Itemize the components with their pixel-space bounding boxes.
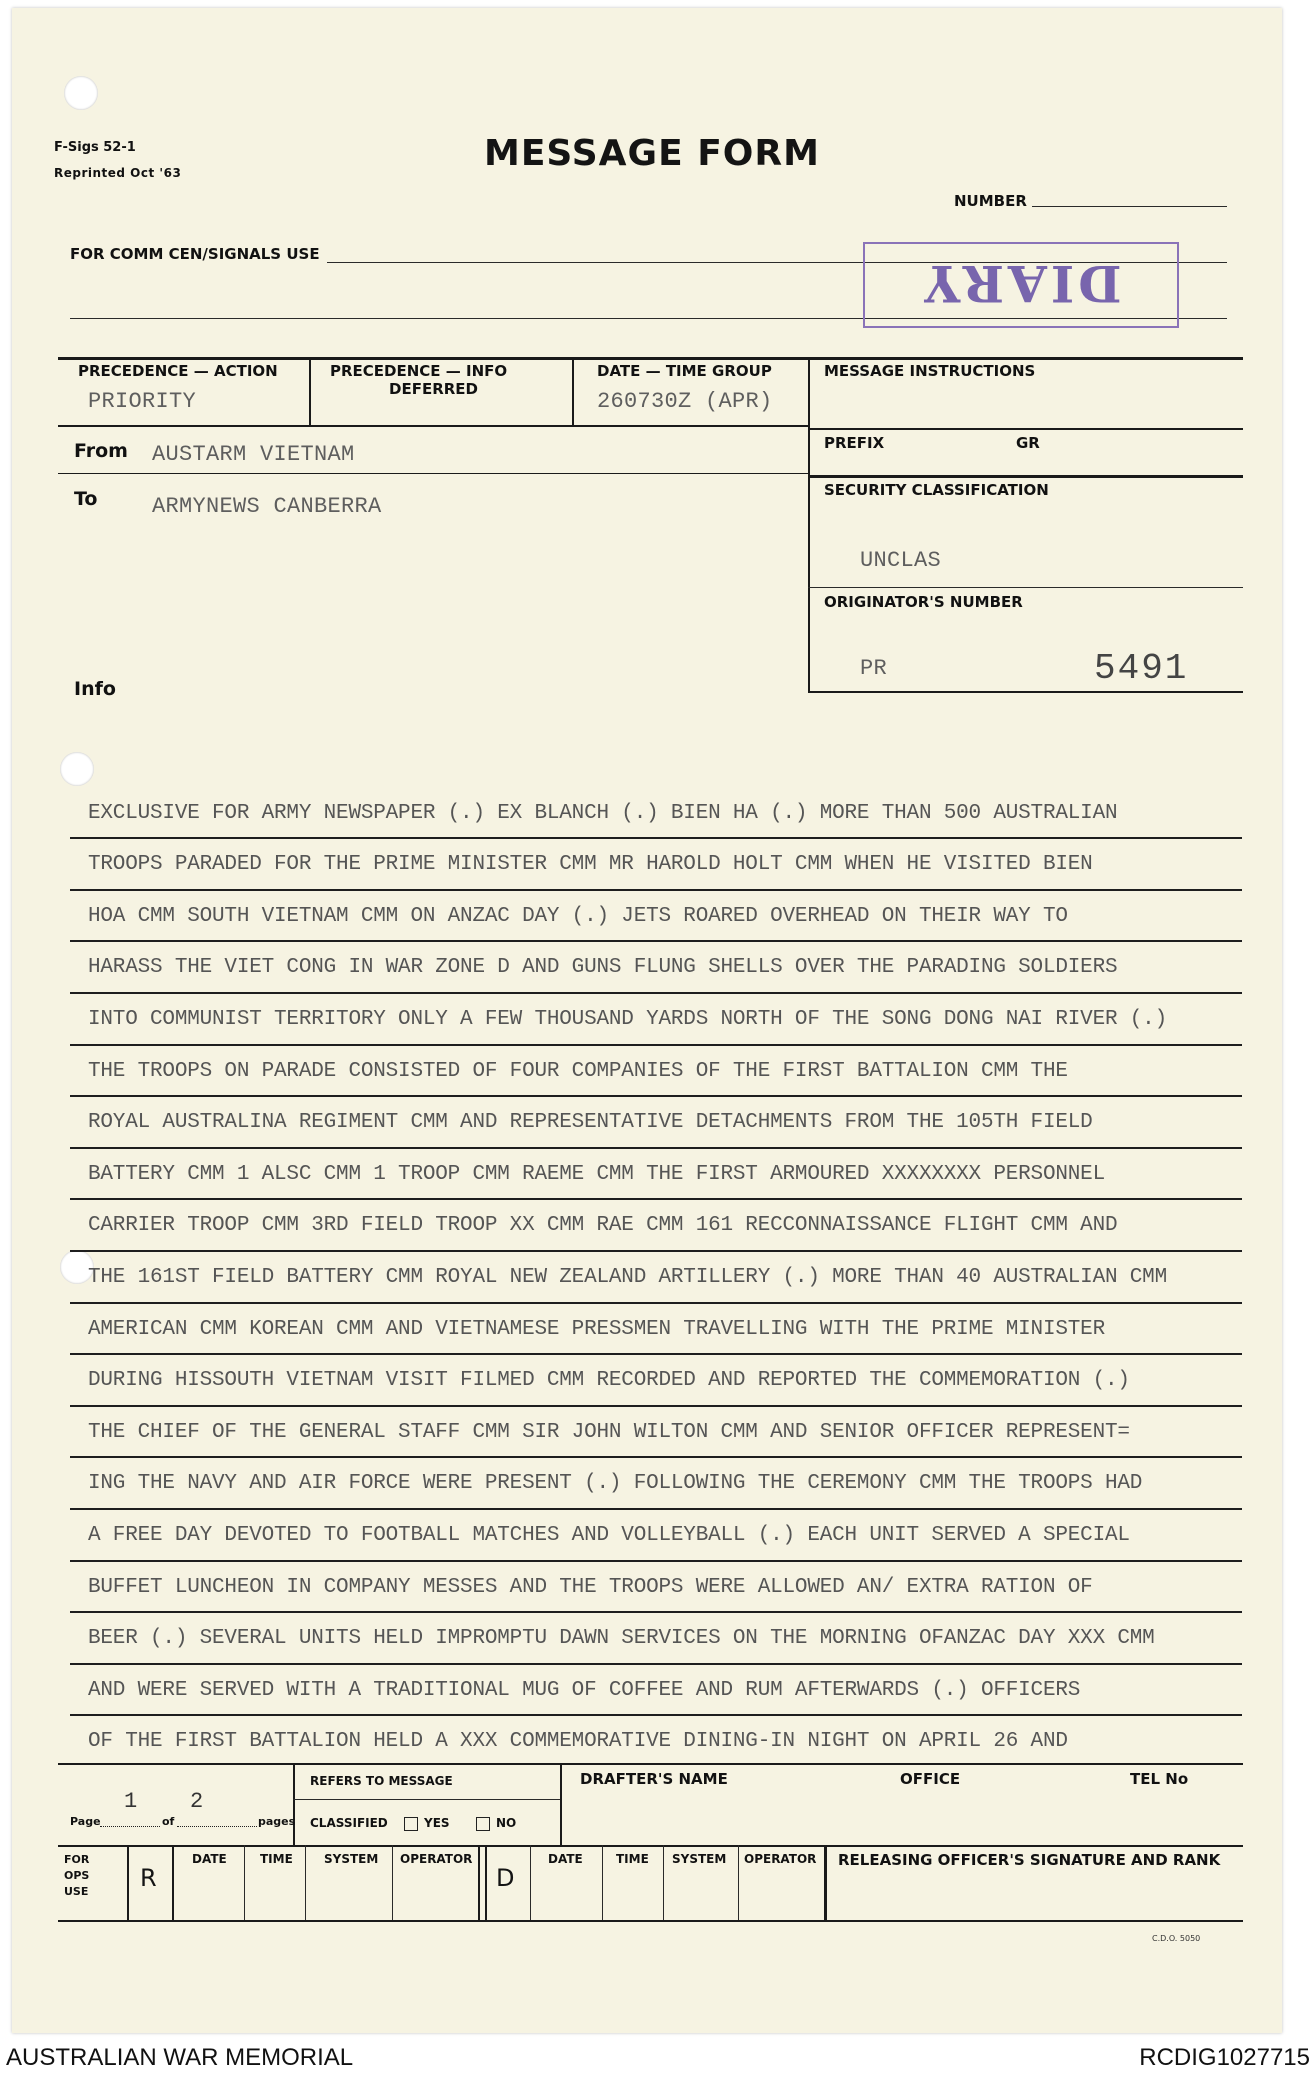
archive-caption-left: AUSTRALIAN WAR MEMORIAL (6, 2044, 354, 2071)
dtg-label: DATE — TIME GROUP (597, 362, 772, 380)
orig-number-label: ORIGINATOR'S NUMBER (824, 593, 1023, 611)
body-line: THE TROOPS ON PARADE CONSISTED OF FOUR COMPANIES OF THE FIRST BATTALION CMM THE (88, 1060, 1068, 1083)
ops-div-12 (824, 1845, 827, 1920)
body-line: ING THE NAVY AND AIR FORCE WERE PRESENT (.) FOLLOWING THE CEREMONY CMM THE TROOPS HAD (88, 1472, 1143, 1495)
page-dots-1 (100, 1826, 160, 1827)
body-line: AMERICAN CMM KOREAN CMM AND VIETNAMESE PRESSMEN TRAVELLING WITH THE PRIME MINISTER (88, 1318, 1105, 1341)
body-rule (70, 1044, 1242, 1046)
prec-row-bottom (58, 425, 808, 427)
ops-div-2 (172, 1845, 174, 1920)
cdo-code: C.D.O. 5050 (1152, 1934, 1201, 1943)
form-code: F-Sigs 52-1 (54, 140, 136, 155)
page-dots-2 (177, 1826, 257, 1827)
body-rule (70, 1714, 1242, 1716)
to-label: To (74, 488, 98, 510)
header-top-rule (58, 357, 1243, 360)
ops-div-11 (738, 1845, 739, 1920)
gr-label: GR (1016, 434, 1040, 452)
instructions-bottom (808, 428, 1243, 430)
body-rule (70, 1250, 1242, 1252)
no-label: NO (496, 1816, 517, 1830)
ops-div-3 (244, 1845, 245, 1920)
body-rule (70, 1560, 1242, 1562)
d-label: D (496, 1864, 515, 1892)
page-number: 1 (124, 1789, 138, 1814)
tel-label: TEL No (1130, 1770, 1189, 1788)
body-rule (70, 1611, 1242, 1613)
ops-system-label-r: SYSTEM (324, 1852, 379, 1866)
ops-operator-label-d: OPERATOR (744, 1852, 817, 1866)
prec-divider-2 (572, 357, 574, 425)
ops-top-rule (58, 1845, 1243, 1847)
ops-div-6 (478, 1845, 480, 1920)
pages-label: pages (258, 1815, 296, 1828)
body-line: OF THE FIRST BATTALION HELD A XXX COMMEMORATIVE DINING-IN NIGHT ON APRIL 26 AND (88, 1730, 1068, 1753)
refers-mid (293, 1799, 560, 1800)
comm-cen-label: FOR COMM CEN/SIGNALS USE (70, 245, 320, 263)
body-rule (70, 1663, 1242, 1665)
body-line: EXCLUSIVE FOR ARMY NEWSPAPER (.) EX BLANCH (.) BIEN HA (.) MORE THAN 500 AUSTRALIAN (88, 802, 1118, 825)
ops-div-8 (530, 1845, 531, 1920)
ops-date-label-r: DATE (192, 1852, 227, 1866)
dtg-value: 260730Z (APR) (597, 389, 773, 414)
ops-div-4 (305, 1845, 306, 1920)
body-rule (70, 1405, 1242, 1407)
body-rule (70, 992, 1242, 994)
ops-time-label-d: TIME (616, 1852, 649, 1866)
from-value: AUSTARM VIETNAM (152, 442, 355, 467)
body-rule (70, 837, 1242, 839)
msg-instructions-label: MESSAGE INSTRUCTIONS (824, 362, 1036, 380)
footer-div-refers (560, 1763, 562, 1845)
right-panel-bottom (808, 691, 1243, 693)
refers-label: REFERS TO MESSAGE (310, 1774, 453, 1788)
body-rule (70, 1353, 1242, 1355)
prec-divider-1 (309, 357, 311, 425)
r-label: R (140, 1864, 157, 1892)
page-title: MESSAGE FORM (484, 133, 820, 174)
ops-div-7 (485, 1845, 487, 1920)
body-rule (70, 1198, 1242, 1200)
body-line: TROOPS PARADED FOR THE PRIME MINISTER CMM MR HAROLD HOLT CMM WHEN HE VISITED BIEN (88, 853, 1093, 876)
ops-date-label-d: DATE (548, 1852, 583, 1866)
body-rule (70, 1508, 1242, 1510)
number-label: NUMBER (954, 192, 1027, 210)
body-line: BEER (.) SEVERAL UNITS HELD IMPROMPTU DAWN SERVICES ON THE MORNING OFANZAC DAY XXX CMM (88, 1627, 1155, 1650)
punch-hole-top (64, 76, 98, 110)
classified-yes-checkbox[interactable] (404, 1817, 418, 1831)
body-line: INTO COMMUNIST TERRITORY ONLY A FEW THOUSAND YARDS NORTH OF THE SONG DONG NAI RIVER (.) (88, 1008, 1167, 1031)
body-line: A FREE DAY DEVOTED TO FOOTBALL MATCHES AND VOLLEYBALL (.) EACH UNIT SERVED A SPECIAL (88, 1524, 1130, 1547)
reprinted-date: Reprinted Oct '63 (54, 166, 182, 180)
office-label: OFFICE (900, 1770, 961, 1788)
body-line: THE CHIEF OF THE GENERAL STAFF CMM SIR JOHN WILTON CMM AND SENIOR OFFICER REPRESENT= (88, 1421, 1130, 1444)
body-line: ROYAL AUSTRALINA REGIMENT CMM AND REPRESENTATIVE DETACHMENTS FROM THE 105TH FIELD (88, 1111, 1093, 1134)
info-label: Info (74, 678, 116, 700)
prec-action-label: PRECEDENCE — ACTION (78, 362, 278, 380)
body-line: HOA CMM SOUTH VIETNAM CMM ON ANZAC DAY (.) JETS ROARED OVERHEAD ON THEIR WAY TO (88, 905, 1068, 928)
body-rule (70, 1147, 1242, 1149)
diary-stamp-text: DIARY (920, 254, 1122, 313)
page-label: Page (70, 1815, 101, 1828)
security-value: UNCLAS (860, 548, 942, 573)
orig-number: 5491 (1094, 648, 1189, 689)
ops-div-1 (127, 1845, 129, 1920)
orig-prefix: PR (860, 656, 888, 681)
body-rule (70, 889, 1242, 891)
body-rule (70, 940, 1242, 942)
archive-caption-right: RCDIG1027715 (1139, 2044, 1310, 2071)
security-label: SECURITY CLASSIFICATION (824, 481, 1049, 499)
body-line: AND WERE SERVED WITH A TRADITIONAL MUG OF COFFEE AND RUM AFTERWARDS (.) OFFICERS (88, 1679, 1081, 1702)
prec-info-label: PRECEDENCE — INFO (330, 362, 508, 380)
diary-stamp (863, 242, 1179, 328)
classified-no-checkbox[interactable] (476, 1817, 490, 1831)
classified-label: CLASSIFIED (310, 1816, 388, 1830)
drafter-label: DRAFTER'S NAME (580, 1770, 728, 1788)
body-rule (70, 1456, 1242, 1458)
message-form-sheet (12, 8, 1282, 2033)
body-line: BUFFET LUNCHEON IN COMPANY MESSES AND THE TROOPS WERE ALLOWED AN/ EXTRA RATION OF (88, 1576, 1093, 1599)
body-line: THE 161ST FIELD BATTERY CMM ROYAL NEW ZEALAND ARTILLERY (.) MORE THAN 40 AUSTRALIAN CMM (88, 1266, 1167, 1289)
ops-system-label-d: SYSTEM (672, 1852, 727, 1866)
ops-time-label-r: TIME (260, 1852, 293, 1866)
to-value: ARMYNEWS CANBERRA (152, 494, 382, 519)
ops-bottom-rule (58, 1920, 1243, 1922)
number-line (1032, 206, 1227, 207)
right-panel-divider (808, 357, 810, 691)
for-ops-label: FOR OPS USE (64, 1853, 90, 1898)
from-label: From (74, 440, 128, 462)
yes-label: YES (424, 1816, 450, 1830)
page-total: 2 (190, 1789, 204, 1814)
ops-div-10 (663, 1845, 664, 1920)
footer-div-page (293, 1763, 295, 1845)
body-line: BATTERY CMM 1 ALSC CMM 1 TROOP CMM RAEME CMM THE FIRST ARMOURED XXXXXXXX PERSONNEL (88, 1163, 1105, 1186)
ops-operator-label-r: OPERATOR (400, 1852, 473, 1866)
punch-hole-middle (60, 752, 94, 786)
security-bottom (808, 587, 1243, 588)
ops-div-9 (602, 1845, 603, 1920)
body-rule (70, 1095, 1242, 1097)
of-label: of (162, 1815, 175, 1828)
from-bottom (58, 473, 808, 474)
releasing-officer-label: RELEASING OFFICER'S SIGNATURE AND RANK (838, 1851, 1221, 1869)
body-line: HARASS THE VIET CONG IN WAR ZONE D AND GUNS FLUNG SHELLS OVER THE PARADING SOLDIERS (88, 956, 1118, 979)
prec-info-sub: DEFERRED (389, 380, 478, 398)
body-line: DURING HISSOUTH VIETNAM VISIT FILMED CMM RECORDED AND REPORTED THE COMMEMORATION (.) (88, 1369, 1130, 1392)
prefix-bottom (808, 475, 1243, 478)
body-rule (70, 1302, 1242, 1304)
ops-div-5 (392, 1845, 393, 1920)
footer-top-rule (58, 1763, 1243, 1765)
prec-action-value: PRIORITY (88, 389, 197, 414)
prefix-label: PREFIX (824, 434, 885, 452)
body-line: CARRIER TROOP CMM 3RD FIELD TROOP XX CMM RAE CMM 161 RECCONNAISSANCE FLIGHT CMM AND (88, 1214, 1118, 1237)
